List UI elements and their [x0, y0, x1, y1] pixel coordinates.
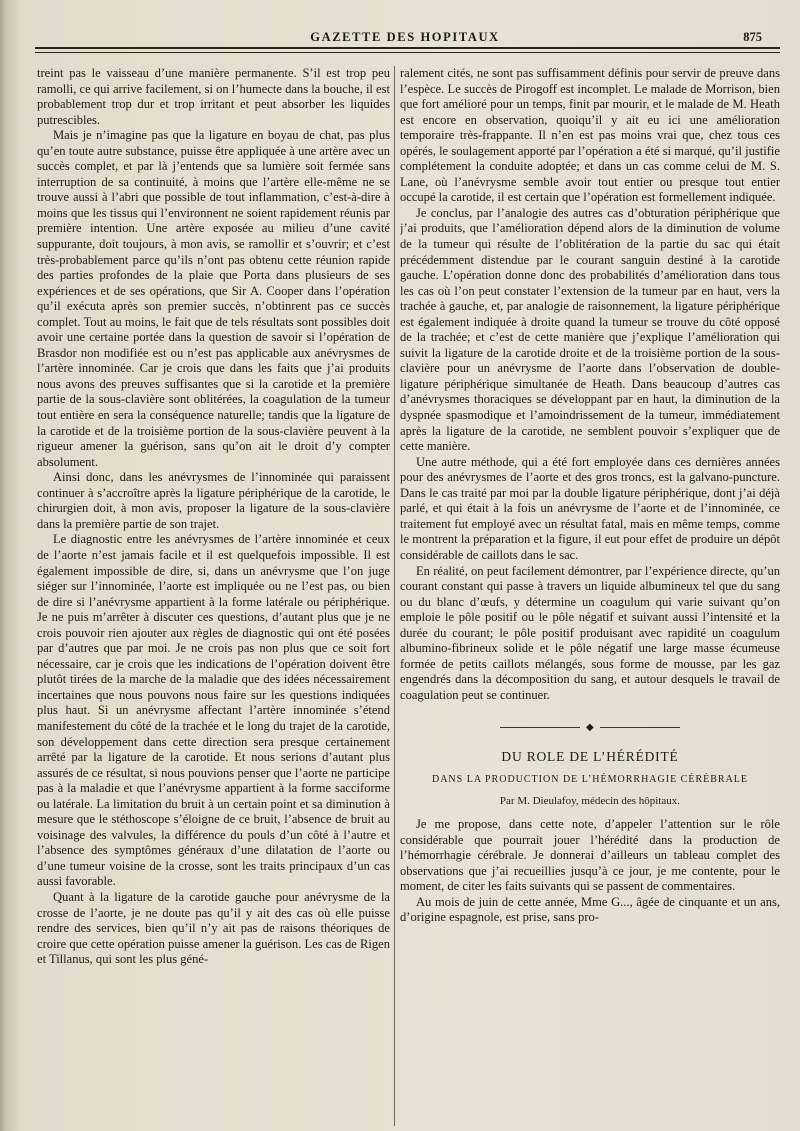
ornament-rule: ◆ [500, 723, 680, 733]
running-title: GAZETTE DES HOPITAUX [310, 30, 500, 44]
paragraph: treint pas le vaisseau d’une manière permanente. S’il est trop peu ramolli, ce qui arrive facilement, si on l’humecte dans la bouche, il est probablement trop dur et trop irritant et peut absorber les liquides putrescibles. [37, 66, 390, 127]
article-author: Par M. Dieulafoy, médecin des hôpitaux. [499, 794, 681, 807]
paragraph: ralement cités, ne sont pas suffisamment définis pour servir de preuve dans l’espèce. Le succès de Pirogoff est incomplet. Le malade de Morrison, bien que fort amélioré pour un temps, finit par mourir, et le malade de M. Heath est encore en observation, quoiqu’il y ait eu ici une amélioration temporaire très-frappante. Il n’en est pas moins vrai que, chez tous ces opérés, le soulagement apporté par l’opération a été si marqué, qu’il justifie complétement la conduite adoptée; et dans un cas comme celui de M. S. Lane, où l’anévrysme semble avoir tout entier ou presque tout entier occupé la carotide, il est certain que l’opération est formellement indiquée. [400, 66, 780, 205]
page-number: 875 [743, 30, 762, 44]
article-subtitle: DANS LA PRODUCTION DE L’HÉMORRHAGIE CÉRÉBRALE [431, 773, 749, 785]
paragraph: Quant à la ligature de la carotide gauche pour anévrysme de la crosse de l’aorte, je ne doute pas qu’il y ait des cas où elle puisse rendre des services, bien qu’il n’y ait pas de raisons théoriques de croire que cette opération puisse amener la guérison. Les cas de Rigen et Tillanus, qui sont les plus géné- [37, 889, 390, 967]
header-rule-thick [35, 47, 780, 49]
article-title: DU ROLE DE L’HÉRÉDITÉ [501, 749, 679, 765]
right-column [400, 66, 780, 1126]
paragraph: Je me propose, dans cette note, d’appeler l’attention sur le rôle considérable que pourrait jouer l’hérédité dans la production de l’hémorrhagie cérébrale. Je donnerai d’ailleurs un tableau complet des observations que j’ai recueillies jusqu’à ce jour, je me contente, pour le moment, de citer les faits suivants qui se passent de commentaires. [400, 817, 780, 894]
paragraph: Ainsi donc, dans les anévrysmes de l’innominée qui paraissent continuer à s’accroître après la ligature périphérique de la carotide, le chirurgien doit, à mon avis, proposer la ligature de la sous-clavière dans la première partie de son trajet. [37, 470, 390, 531]
section-break [400, 703, 780, 749]
paragraph: Une autre méthode, qui a été fort employée dans ces dernières années pour des anévrysmes de l’aorte et des gros troncs, est la galvano-puncture. Dans le cas traité par moi par la double ligature périphérique, dont j’ai déjà parlé, et qui était à la fois un anévrysme de l’aorte et de l’innominée, ce traitement fut employé avec un résultat fatal, mais en même temps, comme le montrent la préparation et la figure, il eut pour effet de produire un dépôt considérable de caillots dans le sac. [400, 454, 780, 562]
paragraph: Le diagnostic entre les anévrysmes de l’artère innominée et ceux de l’aorte n’est jamais facile et il est quelquefois impossible. Il est également impossible de dire, si, dans un anévrysme que l’on juge siéger sur l’innominée, l’aorte est impliquée ou ne l’est pas, ou bien de dire si l’anévrysme appartient à la forme latérale ou périphérique. Je ne puis m’arrêter à discuter ces questions, d’autant plus que je ne crois pouvoir rien ajouter aux règles de diagnostic qui ont été posées par d’autres que par moi. Je ne crois pas non plus que ce soit fort nécessaire, car je crois que les indications de l’opération doivent être plutôt tirées de la marche de la maladie que des idées nécessairement incertaines que nous pouvons nous faire sur les questions indiquées plus haut. Si un anévrysme affectant l’artère innominée s’étend manifestement du côté de la trachée et le long du trajet de la carotide, son développement dans cette direction sera presque certainement arrêté par la ligature de la carotide. Et nous serions d’autant plus assurés de ce résultat, si nous pouvions penser que l’aorte ne participe pas à la maladie et que l’anévrysme appartient à la forme sacciforme ou latérale. La limitation du bruit à un certain point et sa diminution à mesure que le stéthoscope s’éloigne de ce bruit, l’absence de bruit au voisinage des valvules, la différence du pouls d’un côté à l’autre et l’absence des symptômes généraux d’une dilatation de l’aorte ou d’une tumeur voisine de la crosse, sont les traits principaux d’un cas aussi favorable. [37, 532, 390, 889]
column-divider [394, 66, 395, 1126]
paragraph: Au mois de juin de cette année, Mme G..., âgée de cinquante et un ans, d’origine espagnole, est prise, sans pro- [400, 894, 780, 925]
paragraph: Je conclus, par l’analogie des autres cas d’obturation périphérique que j’ai produits, que l’amélioration dépend alors de la diminution de volume de la tumeur qui résulte de l’oblitération de la partie du sac qui était précédemment distendue par le courant sanguin destiné à la carotide gauche. L’opération donne donc des probabilités d’amélioration dans tous les cas où l’on peut constater l’extension de la tumeur par en haut, vers la trachée à gauche, et, par analogie de raisonnement, la ligature périphérique est également indiquée à droite quand la tumeur se trouve du côté opposé de la trachée; et c’est de cette manière que j’explique l’amélioration qui suivit la ligature de la carotide droite et de la troisième portion de la sous-clavière pour un anévrysme de l’aorte dans l’observation de double-ligature périphérique simultanée de Heath. Dans beaucoup d’autres cas d’anévrysmes thoraciques se développant par en haut, la diminution de la dyspnée spasmodique et l’amoindrissement de la tumeur, immédiatement après la ligature de la carotide, ne semblent pouvoir s’expliquer que de cette manière. [400, 205, 780, 454]
left-column [37, 66, 390, 1126]
paragraph: En réalité, on peut facilement démontrer, par l’expérience directe, qu’un courant constant qui passe à travers un liquide albumineux tel que du sang ou du blanc d’œufs, y détermine un coagulum qui varie suivant qu’on emploie le pôle positif ou le pôle négatif et suivant aussi l’intensité et la durée du courant; le pôle positif produisant avec rapidité un coagulum albumino-fibrineux solide et le pôle négatif une large masse écumeuse formée de petits caillots mélangés, sous forme de mousse, par les gaz engendrés dans la décomposition du sang, et autour desquels le travail de coagulation peut se continuer. [400, 563, 780, 702]
header-rule-thin [35, 52, 780, 53]
paragraph: Mais je n’imagine pas que la ligature en boyau de chat, pas plus qu’en toute autre substance, puisse être appliquée à une artère avec un succès complet, et par là j’entends que sa lumière soit fermée sans interruption de sa continuité, à moins que l’artère elle-même ne se trouve aussi à l’abri que possible de tout inflammation, c’est-à-dire à moins que les tissus qui l’environnent ne soient rapidement réunis par première intention. Une artère exposée au milieu d’une cavité suppurante, doit toujours, à mon avis, se ramollir et s’ouvrir; et c’est très-probablement parce qu’ils n’ont pas obtenu cette réunion rapide des parties profondes de la plaie que Porta dans plusieurs de ses expériences et de ses opérations, que Sir A. Cooper dans l’opération qu’il exécuta après son premier succès, n’obtinrent pas ce succès complet. Tout au moins, le fait que de tels résultats sont possibles doit avoir une certaine portée dans la question de savoir si l’opération de Brasdor non modifiée est ou n’est pas applicable aux anévrysmes de l’artère innominée. Car je crois que dans les faits que j’ai produits nous avons des preuves suffisantes que si la carotide et la première partie de la sous-clavière sont oblitérées, la coagulation de la tumeur tout entière en sera la conséquence naturelle; tandis que la ligature de la carotide et de la troisième portion de la sous-clavière peuvent à la rigueur amener la guérison, sans qu’on ait le droit d’y compter absolument. [37, 128, 390, 469]
